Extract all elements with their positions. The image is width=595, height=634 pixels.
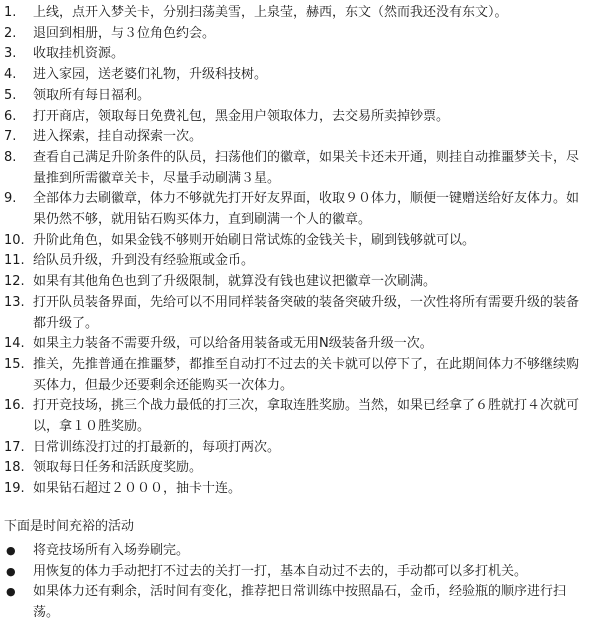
step-item — [0, 189, 590, 230]
step-item — [0, 231, 590, 252]
step-number: 19. — [4, 481, 25, 497]
step-number: 16. — [4, 398, 25, 414]
step-text: 退回到相册，与３位角色约会。 — [33, 25, 216, 41]
step-number: 17. — [4, 439, 25, 455]
bullet-text: 用恢复的体力手动把打不过去的关打一打，基本自动过不去的，手动都可以多打机关。 — [33, 563, 528, 579]
step-item — [0, 148, 590, 189]
step-item — [0, 65, 590, 86]
step-item — [0, 107, 590, 128]
step-number: 3. — [4, 46, 17, 62]
step-text: 打开队员装备界面，先给可以不用同样装备突破的装备突破升级，一次性将所有需要升级的装备都升级了。 — [33, 294, 580, 331]
step-item — [0, 334, 590, 355]
step-number: 18. — [4, 460, 25, 476]
bullet-dot-icon: ● — [6, 585, 16, 599]
bullet-item — [0, 562, 590, 583]
step-item — [0, 127, 590, 148]
step-number: 1. — [4, 5, 17, 20]
step-number: 4. — [4, 67, 17, 83]
step-text: 收取挂机资源。 — [33, 46, 125, 62]
section-title: 下面是时间充裕的活动 — [4, 519, 135, 534]
step-item — [0, 396, 590, 437]
step-text: 推关，先推普通在推噩梦，都推至自动打不过去的关卡就可以停下了，在此期间体力不够继续购买体力，但最少还要剩余还能购买一次体力。 — [33, 356, 580, 393]
step-text: 如果主力装备不需要升级，可以给备用装备或无用N级装备升级一次。 — [33, 336, 433, 352]
step-text: 上线，点开入梦关卡，分别扫荡美雪，上泉莹，赫西，东文（然而我还没有东文）。 — [33, 5, 508, 20]
step-item — [0, 272, 590, 293]
step-number: 5. — [4, 87, 17, 103]
step-text: 给队员升级，升到没有经验瓶或金币。 — [33, 253, 255, 269]
step-item — [0, 24, 590, 45]
step-item — [0, 86, 590, 107]
step-number: 2. — [4, 25, 17, 41]
step-number: 8. — [4, 149, 17, 165]
step-text: 全部体力去刷徽章，体力不够就先打开好友界面，收取９０体力，顺便一键赠送给好友体力。如果仍然不够，就用钻石购买体力，直到刷满一个人的徽章。 — [33, 191, 580, 228]
step-number: 11. — [4, 253, 25, 269]
optional-activities-list — [0, 541, 590, 624]
step-text: 进入探索，挂自动探索一次。 — [33, 129, 203, 145]
step-item — [0, 3, 590, 24]
step-text: 查看自己满足升阶条件的队员，扫荡他们的徽章，如果关卡还未开通，则挂自动推噩梦关卡，尽量推到所需徽章关卡，尽量手动刷满３星。 — [33, 149, 580, 186]
bullet-dot-icon: ● — [6, 544, 16, 557]
step-number: 14. — [4, 336, 25, 352]
step-number: 15. — [4, 356, 25, 372]
step-text: 如果钻石超过２０００，抽卡十连。 — [33, 481, 242, 497]
step-item — [0, 251, 590, 272]
step-text: 进入家园，送老婆们礼物，升级科技树。 — [33, 67, 268, 83]
bullet-item — [0, 582, 590, 623]
step-text: 打开商店，领取每日免费礼包，黑金用户领取体力，去交易所卖掉钞票。 — [33, 108, 450, 124]
step-number: 10. — [4, 232, 25, 248]
daily-steps-list — [0, 3, 590, 500]
step-item — [0, 293, 590, 334]
step-number: 6. — [4, 108, 17, 124]
step-number: 12. — [4, 274, 25, 290]
step-item — [0, 355, 590, 396]
bullet-text: 如果体力还有剩余，活时间有变化，推荐把日常训练中按照晶石，金币，经验瓶的顺序进行扫荡。 — [33, 584, 567, 621]
step-number: 7. — [4, 129, 17, 145]
step-text: 如果有其他角色也到了升级限制，就算没有钱也建议把徽章一次刷满。 — [33, 274, 437, 290]
step-text: 升阶此角色，如果金钱不够则开始刷日常试炼的金钱关卡，刷到钱够就可以。 — [33, 232, 476, 248]
step-text: 领取所有每日福利。 — [33, 87, 151, 103]
step-item — [0, 458, 590, 479]
step-number: 9. — [4, 191, 17, 207]
step-text: 日常训练没打过的打最新的，每项打两次。 — [33, 439, 281, 455]
step-number: 13. — [4, 294, 25, 310]
step-item — [0, 438, 590, 459]
bullet-text: 将竞技场所有入场券刷完。 — [33, 543, 190, 558]
step-text: 领取每日任务和活跃度奖励。 — [33, 460, 203, 476]
step-text: 打开竞技场，挑三个战力最低的打三次，拿取连胜奖励。当然，如果已经拿了６胜就打４次就可以，拿１０胜奖励。 — [33, 398, 580, 435]
step-item — [0, 479, 590, 500]
step-item — [0, 44, 590, 65]
bullet-item — [0, 541, 590, 562]
bullet-dot-icon: ● — [6, 564, 16, 578]
